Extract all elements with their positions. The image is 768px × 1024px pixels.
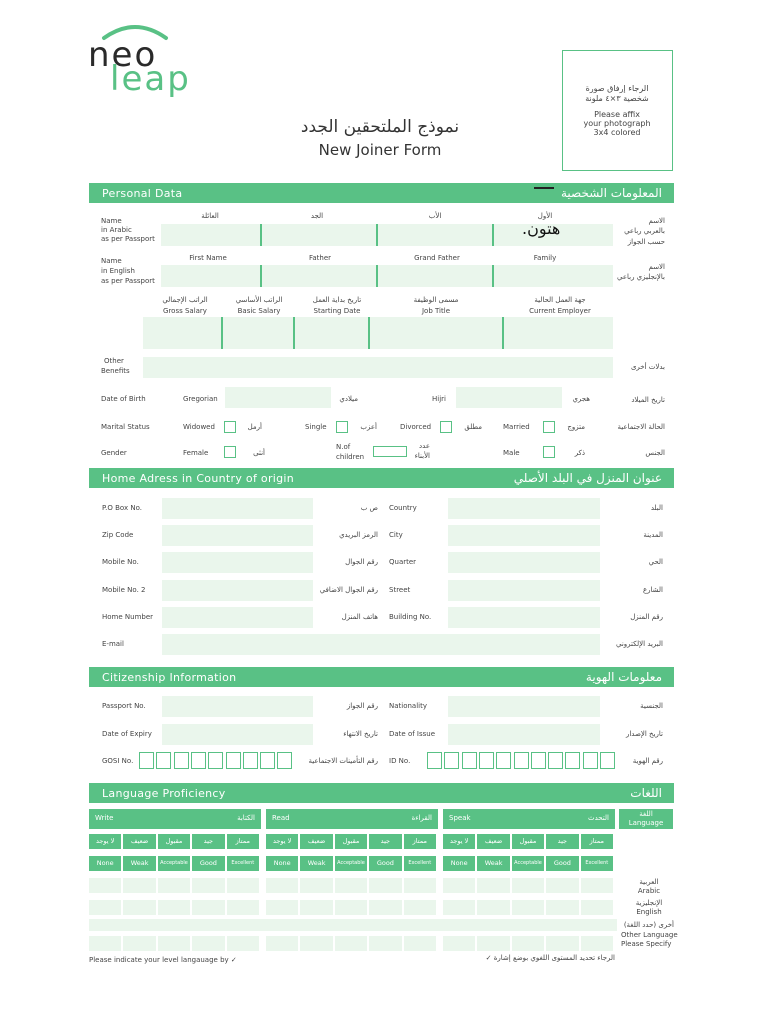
level-ar-cell: لا يوجد <box>266 834 298 849</box>
level-checkbox-cell[interactable] <box>581 936 613 951</box>
language-header-en: Language Proficiency <box>102 787 226 800</box>
level-checkbox-cell[interactable] <box>227 900 259 915</box>
lang-row-other-ar: أخرى (حدد اللغة) <box>623 921 674 929</box>
level-en-cell: Good <box>546 856 578 871</box>
level-checkbox-cell[interactable] <box>300 900 332 915</box>
lang-row-english-en: English <box>636 908 662 916</box>
en-col-family: Family <box>533 254 557 262</box>
level-ar-cell: ضعيف <box>477 834 509 849</box>
id-label: ID No. <box>389 757 411 765</box>
level-ar-cell: ممتاز <box>581 834 613 849</box>
logo <box>88 22 191 102</box>
widowed-label-ar: أرمل <box>247 423 262 431</box>
language-group-en: Speak <box>449 814 471 822</box>
handwritten-first-name: هتون. <box>522 219 561 238</box>
dob-gregorian-field[interactable] <box>225 387 331 408</box>
lang-row-arabic-en: Arabic <box>637 887 661 895</box>
level-en-cell: Acceptable <box>512 856 544 871</box>
children-label-ar-2: الأبناء <box>414 452 430 460</box>
personal-data-header-ar: المعلومات الشخصية <box>561 186 662 200</box>
home-address-header <box>89 468 674 488</box>
name-ar-label-2: in Arabic <box>101 226 132 234</box>
name-ar-label-ar-3: حسب الجواز <box>627 238 665 246</box>
personal-data-header-en: Personal Data <box>102 187 183 200</box>
gosi-digit-box[interactable] <box>208 752 223 769</box>
female-label: Female <box>183 449 209 457</box>
gosi-digit-box[interactable] <box>243 752 258 769</box>
email-label: E-mail <box>102 640 124 648</box>
gosi-label: GOSI No. <box>102 757 134 765</box>
dob-label: Date of Birth <box>101 395 146 403</box>
level-checkbox-cell[interactable] <box>369 900 401 915</box>
language-group-speak <box>443 809 615 829</box>
gosi-label-ar: رقم التأمينات الاجتماعية <box>308 757 378 765</box>
language-col-ar: اللغة <box>639 810 653 818</box>
female-checkbox[interactable] <box>224 446 236 458</box>
male-label-ar: ذكر <box>574 449 585 457</box>
home-right-field[interactable] <box>448 552 600 573</box>
level-checkbox-cell[interactable] <box>369 936 401 951</box>
gosi-digit-box[interactable] <box>191 752 206 769</box>
sep <box>492 224 494 246</box>
sep <box>368 317 370 349</box>
expiry-field[interactable] <box>162 724 313 745</box>
level-checkbox-cell[interactable] <box>443 878 475 893</box>
home-address-header-en: Home Adress in Country of origin <box>102 472 295 485</box>
ar-col-father: الأب <box>428 212 442 220</box>
single-label-ar: أعزب <box>360 423 377 431</box>
marital-label: Marital Status <box>101 423 150 431</box>
id-digit-box[interactable] <box>531 752 546 769</box>
other-benefits-label-ar: بدلات أخرى <box>630 363 665 371</box>
level-checkbox-cell[interactable] <box>123 936 155 951</box>
ar-col-family: العائلة <box>201 212 219 220</box>
level-checkbox-cell[interactable] <box>123 900 155 915</box>
single-label: Single <box>305 423 327 431</box>
home-left-label-ar: ص ب <box>360 504 378 512</box>
email-label-ar: البريد الإلكتروني <box>616 640 663 648</box>
married-checkbox[interactable] <box>543 421 555 433</box>
level-checkbox-cell[interactable] <box>546 878 578 893</box>
home-right-field[interactable] <box>448 525 600 546</box>
employment-field[interactable] <box>143 317 613 349</box>
name-en-label-2: in English <box>101 267 135 275</box>
job-col-employer-en: Current Employer <box>529 307 591 315</box>
level-checkbox-cell[interactable] <box>369 878 401 893</box>
level-checkbox-cell[interactable] <box>477 900 509 915</box>
photo-box[interactable] <box>562 50 673 171</box>
level-checkbox-cell[interactable] <box>266 878 298 893</box>
level-ar-cell: لا يوجد <box>443 834 475 849</box>
level-checkbox-cell[interactable] <box>404 936 436 951</box>
photo-en-2: your photograph <box>583 119 651 128</box>
sep <box>492 265 494 287</box>
home-right-field[interactable] <box>448 607 600 628</box>
hijri-label: Hijri <box>432 395 446 403</box>
lang-row-other-en2: Please Specify <box>621 940 672 948</box>
language-group-read <box>266 809 438 829</box>
level-checkbox-cell[interactable] <box>192 900 224 915</box>
home-left-field[interactable] <box>162 525 313 546</box>
job-col-basic-ar: الراتب الأساسي <box>235 296 283 304</box>
name-en-field[interactable] <box>161 265 613 287</box>
level-ar-cell: ممتاز <box>227 834 259 849</box>
home-right-label: Country <box>389 504 417 512</box>
language-group-write <box>89 809 261 829</box>
home-left-label: Mobile No. <box>102 558 139 566</box>
nationality-label-ar: الجنسية <box>640 702 663 710</box>
level-checkbox-cell[interactable] <box>192 936 224 951</box>
level-checkbox-cell[interactable] <box>300 878 332 893</box>
job-col-title-ar: مسمى الوظيفة <box>413 296 459 304</box>
level-en-cell: Excellent <box>581 856 613 871</box>
home-left-field[interactable] <box>162 498 313 519</box>
level-ar-cell: مقبول <box>512 834 544 849</box>
level-checkbox-cell[interactable] <box>443 936 475 951</box>
level-checkbox-cell[interactable] <box>192 878 224 893</box>
level-ar-cell: جيد <box>546 834 578 849</box>
level-en-cell: Acceptable <box>335 856 367 871</box>
children-label-2: children <box>336 453 365 461</box>
issue-label: Date of Issue <box>389 730 436 738</box>
home-right-field[interactable] <box>448 498 600 519</box>
home-right-label: Street <box>389 586 411 594</box>
id-digit-box[interactable] <box>514 752 529 769</box>
gregorian-label: Gregorian <box>183 395 218 403</box>
level-checkbox-cell[interactable] <box>546 900 578 915</box>
male-label: Male <box>503 449 520 457</box>
ar-col-grandfather: الجد <box>310 212 324 220</box>
level-ar-cell: ممتاز <box>404 834 436 849</box>
divorced-label: Divorced <box>400 423 432 431</box>
id-digit-box[interactable] <box>479 752 494 769</box>
id-digit-box[interactable] <box>565 752 580 769</box>
home-left-label-ar: رقم الجوال <box>345 558 378 566</box>
level-checkbox-cell[interactable] <box>158 900 190 915</box>
other-benefits-field[interactable] <box>143 357 613 378</box>
level-en-cell: None <box>89 856 121 871</box>
job-col-start-ar: تاريخ بداية العمل <box>312 296 362 304</box>
level-checkbox-cell[interactable] <box>512 900 544 915</box>
sep <box>221 317 223 349</box>
expiry-label: Date of Expiry <box>102 730 152 738</box>
id-digit-box[interactable] <box>583 752 598 769</box>
home-left-field[interactable] <box>162 580 313 601</box>
gender-label: Gender <box>101 449 127 457</box>
sep <box>502 317 504 349</box>
level-checkbox-cell[interactable] <box>227 936 259 951</box>
level-en-cell: Weak <box>123 856 155 871</box>
home-right-field[interactable] <box>448 580 600 601</box>
gosi-digit-box[interactable] <box>174 752 189 769</box>
level-checkbox-cell[interactable] <box>266 936 298 951</box>
id-digit-box[interactable] <box>462 752 477 769</box>
level-checkbox-cell[interactable] <box>89 878 121 893</box>
sep <box>260 265 262 287</box>
married-label-ar: متزوج <box>567 423 585 431</box>
level-ar-cell: مقبول <box>335 834 367 849</box>
level-checkbox-cell[interactable] <box>443 900 475 915</box>
home-left-label: P.O Box No. <box>102 504 142 512</box>
level-checkbox-cell[interactable] <box>227 878 259 893</box>
home-right-label-ar: الحي <box>648 558 663 566</box>
level-ar-cell: جيد <box>369 834 401 849</box>
name-ar-label-ar-1: الاسم <box>648 217 665 225</box>
language-note-en: Please indicate your level langauage by ✓ <box>89 956 237 964</box>
language-group-ar: التحدث <box>588 814 609 822</box>
job-col-basic-en: Basic Salary <box>237 307 281 315</box>
gosi-digit-box[interactable] <box>260 752 275 769</box>
female-label-ar: أنثى <box>253 449 265 457</box>
home-right-label: Building No. <box>389 613 432 621</box>
job-col-start-en: Starting Date <box>313 307 361 315</box>
level-en-cell: Excellent <box>227 856 259 871</box>
personal-data-header <box>89 183 674 203</box>
name-en-label-ar-1: الاسم <box>648 263 665 271</box>
level-en-cell: None <box>266 856 298 871</box>
gosi-digit-box[interactable] <box>226 752 241 769</box>
lang-row-other-en: Other Language <box>621 931 678 939</box>
logo-neo: neo <box>88 35 158 75</box>
passport-label-ar: رقم الجواز <box>346 702 378 710</box>
level-checkbox-cell[interactable] <box>158 936 190 951</box>
level-checkbox-cell[interactable] <box>546 936 578 951</box>
photo-en-1: Please affix <box>594 110 640 119</box>
issue-label-ar: تاريخ الإصدار <box>625 730 663 738</box>
name-ar-label-ar-2: بالعربي رباعي <box>624 227 665 235</box>
name-ar-label-1: Name <box>101 217 122 225</box>
home-left-field[interactable] <box>162 607 313 628</box>
level-checkbox-cell[interactable] <box>581 900 613 915</box>
level-checkbox-cell[interactable] <box>477 878 509 893</box>
name-en-label-ar-2: بالإنجليزي رباعي <box>616 273 665 281</box>
home-left-field[interactable] <box>162 552 313 573</box>
children-label-1: N.of <box>336 443 351 451</box>
male-checkbox[interactable] <box>543 446 555 458</box>
other-benefits-label-1: Other <box>104 357 124 365</box>
home-left-label: Home Number <box>102 613 154 621</box>
dob-hijri-field[interactable] <box>456 387 562 408</box>
ar-col-first: الأول <box>537 212 553 220</box>
lang-row-english-ar: الإنجليزية <box>635 899 663 907</box>
home-right-label: City <box>389 531 403 539</box>
gosi-digit-box[interactable] <box>277 752 292 769</box>
en-col-father: Father <box>308 254 332 262</box>
home-right-label-ar: رقم المنزل <box>630 613 663 621</box>
citizenship-header <box>89 667 674 687</box>
widowed-checkbox[interactable] <box>224 421 236 433</box>
en-col-first: First Name <box>189 254 227 262</box>
level-checkbox-cell[interactable] <box>404 900 436 915</box>
gosi-digit-box[interactable] <box>156 752 171 769</box>
single-checkbox[interactable] <box>336 421 348 433</box>
nationality-label: Nationality <box>389 702 428 710</box>
sep <box>293 317 295 349</box>
language-group-ar: القراءة <box>411 814 432 822</box>
gregorian-label-ar: ميلادي <box>339 395 358 403</box>
citizenship-header-ar: معلومات الهوية <box>585 670 662 684</box>
home-left-label-ar: هاتف المنزل <box>341 613 378 621</box>
job-col-employer-ar: جهة العمل الحالية <box>534 296 586 304</box>
divorced-label-ar: مطلق <box>464 423 482 431</box>
level-en-cell: Excellent <box>404 856 436 871</box>
level-ar-cell: ضعيف <box>300 834 332 849</box>
header-dash <box>534 187 554 189</box>
level-checkbox-cell[interactable] <box>335 878 367 893</box>
language-group-ar: الكتابة <box>237 814 255 822</box>
expiry-label-ar: تاريخ الانتهاء <box>343 730 378 738</box>
logo-leap: leap <box>110 59 191 99</box>
children-field[interactable] <box>373 446 407 457</box>
level-ar-cell: جيد <box>192 834 224 849</box>
title-en: New Joiner Form <box>318 141 442 159</box>
level-ar-cell: ضعيف <box>123 834 155 849</box>
nationality-field[interactable] <box>448 696 600 717</box>
level-checkbox-cell[interactable] <box>89 900 121 915</box>
email-field[interactable] <box>162 634 600 655</box>
level-en-cell: Weak <box>477 856 509 871</box>
level-checkbox-cell[interactable] <box>335 900 367 915</box>
id-digit-box[interactable] <box>444 752 459 769</box>
language-col-en: Language <box>628 819 664 827</box>
gender-label-ar: الجنس <box>645 449 665 457</box>
level-checkbox-cell[interactable] <box>89 936 121 951</box>
photo-ar-1: الرجاء إرفاق صورة <box>585 84 649 93</box>
level-checkbox-cell[interactable] <box>581 878 613 893</box>
language-col-header <box>619 809 673 829</box>
married-label: Married <box>503 423 530 431</box>
level-checkbox-cell[interactable] <box>404 878 436 893</box>
other-language-specify-field[interactable] <box>89 919 617 931</box>
citizenship-header-en: Citizenship Information <box>102 671 237 684</box>
photo-en-3: 3x4 colored <box>593 128 641 137</box>
level-checkbox-cell[interactable] <box>123 878 155 893</box>
home-left-label: Mobile No. 2 <box>102 586 146 594</box>
id-digit-box[interactable] <box>548 752 563 769</box>
home-left-label-ar: الرمز البريدي <box>339 531 378 539</box>
title-ar: نموذج الملتحقين الجدد <box>300 117 460 137</box>
level-checkbox-cell[interactable] <box>300 936 332 951</box>
id-digit-box[interactable] <box>427 752 442 769</box>
language-group-en: Read <box>272 814 290 822</box>
widowed-label: Widowed <box>183 423 215 431</box>
children-label-ar-1: عدد <box>419 442 430 450</box>
home-right-label-ar: المدينة <box>643 531 663 539</box>
level-ar-cell: مقبول <box>158 834 190 849</box>
level-en-cell: Good <box>369 856 401 871</box>
language-group-en: Write <box>95 814 114 822</box>
home-left-label: Zip Code <box>102 531 134 539</box>
passport-label: Passport No. <box>102 702 146 710</box>
level-en-cell: Good <box>192 856 224 871</box>
other-benefits-label-2: Benefits <box>101 367 130 375</box>
level-en-cell: Acceptable <box>158 856 190 871</box>
level-checkbox-cell[interactable] <box>512 878 544 893</box>
job-col-gross-en: Gross Salary <box>163 307 207 315</box>
marital-label-ar: الحالة الاجتماعية <box>617 423 665 431</box>
divorced-checkbox[interactable] <box>440 421 452 433</box>
sep <box>260 224 262 246</box>
job-col-gross-ar: الراتب الإجمالي <box>162 296 208 304</box>
id-digit-box[interactable] <box>496 752 511 769</box>
name-en-label-1: Name <box>101 257 122 265</box>
issue-field[interactable] <box>448 724 600 745</box>
job-col-title-en: Job Title <box>421 307 451 315</box>
photo-ar-2: شخصية ٣×٤ ملونة <box>585 94 649 103</box>
id-label-ar: رقم الهوية <box>632 757 663 765</box>
sep <box>376 224 378 246</box>
sep <box>376 265 378 287</box>
en-col-grandfather: Grand Father <box>414 254 460 262</box>
hijri-label-ar: هجري <box>572 395 590 403</box>
lang-row-arabic-ar: العربية <box>639 878 659 886</box>
home-right-label-ar: البلد <box>650 504 663 512</box>
name-en-label-3: as per Passport <box>101 277 155 285</box>
home-address-header-ar: عنوان المنزل في البلد الأصلي <box>513 471 662 485</box>
level-en-cell: Weak <box>300 856 332 871</box>
home-right-label-ar: الشارع <box>642 586 663 594</box>
level-checkbox-cell[interactable] <box>477 936 509 951</box>
name-ar-label-3: as per Passport <box>101 235 155 243</box>
home-right-label: Quarter <box>389 558 417 566</box>
gosi-digit-box[interactable] <box>139 752 154 769</box>
language-note-ar: الرجاء تحديد المستوى اللغوي بوضع إشارة ✓ <box>485 954 615 962</box>
level-checkbox-cell[interactable] <box>512 936 544 951</box>
level-checkbox-cell[interactable] <box>266 900 298 915</box>
dob-label-ar: تاريخ الميلاد <box>631 396 665 404</box>
language-header <box>89 783 674 803</box>
home-left-label-ar: رقم الجوال الاضافي <box>319 586 378 594</box>
language-header-ar: اللغات <box>630 786 662 800</box>
level-checkbox-cell[interactable] <box>335 936 367 951</box>
level-en-cell: None <box>443 856 475 871</box>
passport-field[interactable] <box>162 696 313 717</box>
level-ar-cell: لا يوجد <box>89 834 121 849</box>
level-checkbox-cell[interactable] <box>158 878 190 893</box>
